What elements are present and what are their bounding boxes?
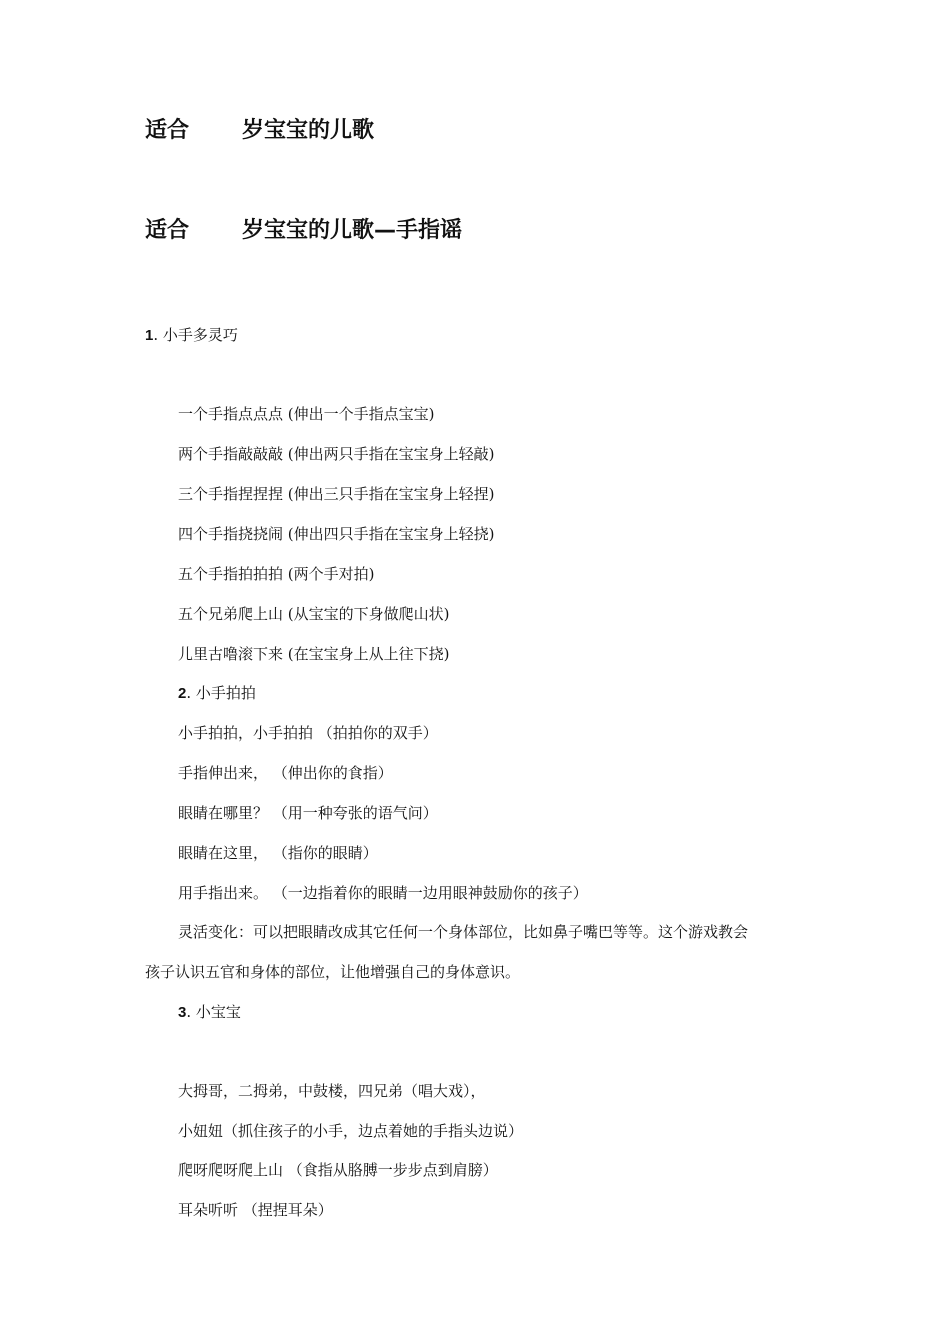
section-3-number: 3 [178, 1004, 187, 1021]
section-2-note-line-2: 孩子认识五官和身体的部位，让他增强自己的身体意识。 [145, 963, 521, 981]
section-2-title: . 小手拍拍 [186, 684, 256, 702]
section-3-line: 大拇哥，二拇弟，中鼓楼，四兄弟（唱大戏）， [178, 1082, 486, 1100]
section-1-line: 五个兄弟爬上山 (从宝宝的下身做爬山状) [178, 605, 450, 623]
section-3-title: . 小宝宝 [186, 1003, 241, 1021]
section-1-line: 两个手指敲敲敲 (伸出两只手指在宝宝身上轻敲) [178, 445, 495, 463]
title-1-part-a: 适合 [145, 118, 190, 143]
section-2-note-line-1: 灵活变化：可以把眼睛改成其它任何一个身体部位，比如鼻子嘴巴等等。这个游戏教会 [178, 923, 749, 941]
title-1-part-b: 岁宝宝的儿歌 [242, 118, 375, 143]
section-1-line: 四个手指挠挠闹 (伸出四只手指在宝宝身上轻挠) [178, 525, 495, 543]
section-1-line: 三个手指捏捏捏 (伸出三只手指在宝宝身上轻捏) [178, 485, 495, 503]
section-3-line: 小妞妞（抓住孩子的小手，边点着她的手指头边说） [178, 1122, 524, 1140]
section-1-line: 儿里古噜滚下来 (在宝宝身上从上往下挠) [178, 645, 450, 663]
section-2-line: 手指伸出来， （伸出你的食指） [178, 764, 393, 782]
section-3-line: 耳朵听听 （捏捏耳朵） [178, 1201, 333, 1219]
section-1-number: 1 [145, 327, 154, 344]
section-3-line: 爬呀爬呀爬上山 （食指从胳膊一步步点到肩膀） [178, 1161, 498, 1179]
title-2-part-a: 适合 [145, 218, 190, 243]
section-1-line: 五个手指拍拍拍 (两个手对拍) [178, 565, 375, 583]
section-3-heading [178, 1002, 241, 1023]
section-2-line: 眼睛在哪里？ （用一种夸张的语气问） [178, 804, 438, 822]
title-2-part-b: 岁宝宝的儿歌—手指谣 [242, 218, 463, 243]
section-1-heading [145, 325, 238, 346]
section-2-number: 2 [178, 685, 187, 702]
section-2-line: 眼睛在这里， （指你的眼睛） [178, 844, 378, 862]
section-2-line: 用手指出来。 （一边指着你的眼睛一边用眼神鼓励你的孩子） [178, 884, 588, 902]
section-1-line: 一个手指点点点 (伸出一个手指点宝宝) [178, 405, 435, 423]
section-1-title: . 小手多灵巧 [153, 326, 238, 344]
title-1 [145, 117, 374, 145]
title-2 [145, 217, 462, 245]
section-2-line: 小手拍拍，小手拍拍 （拍拍你的双手） [178, 724, 438, 742]
section-2-heading [178, 683, 256, 704]
